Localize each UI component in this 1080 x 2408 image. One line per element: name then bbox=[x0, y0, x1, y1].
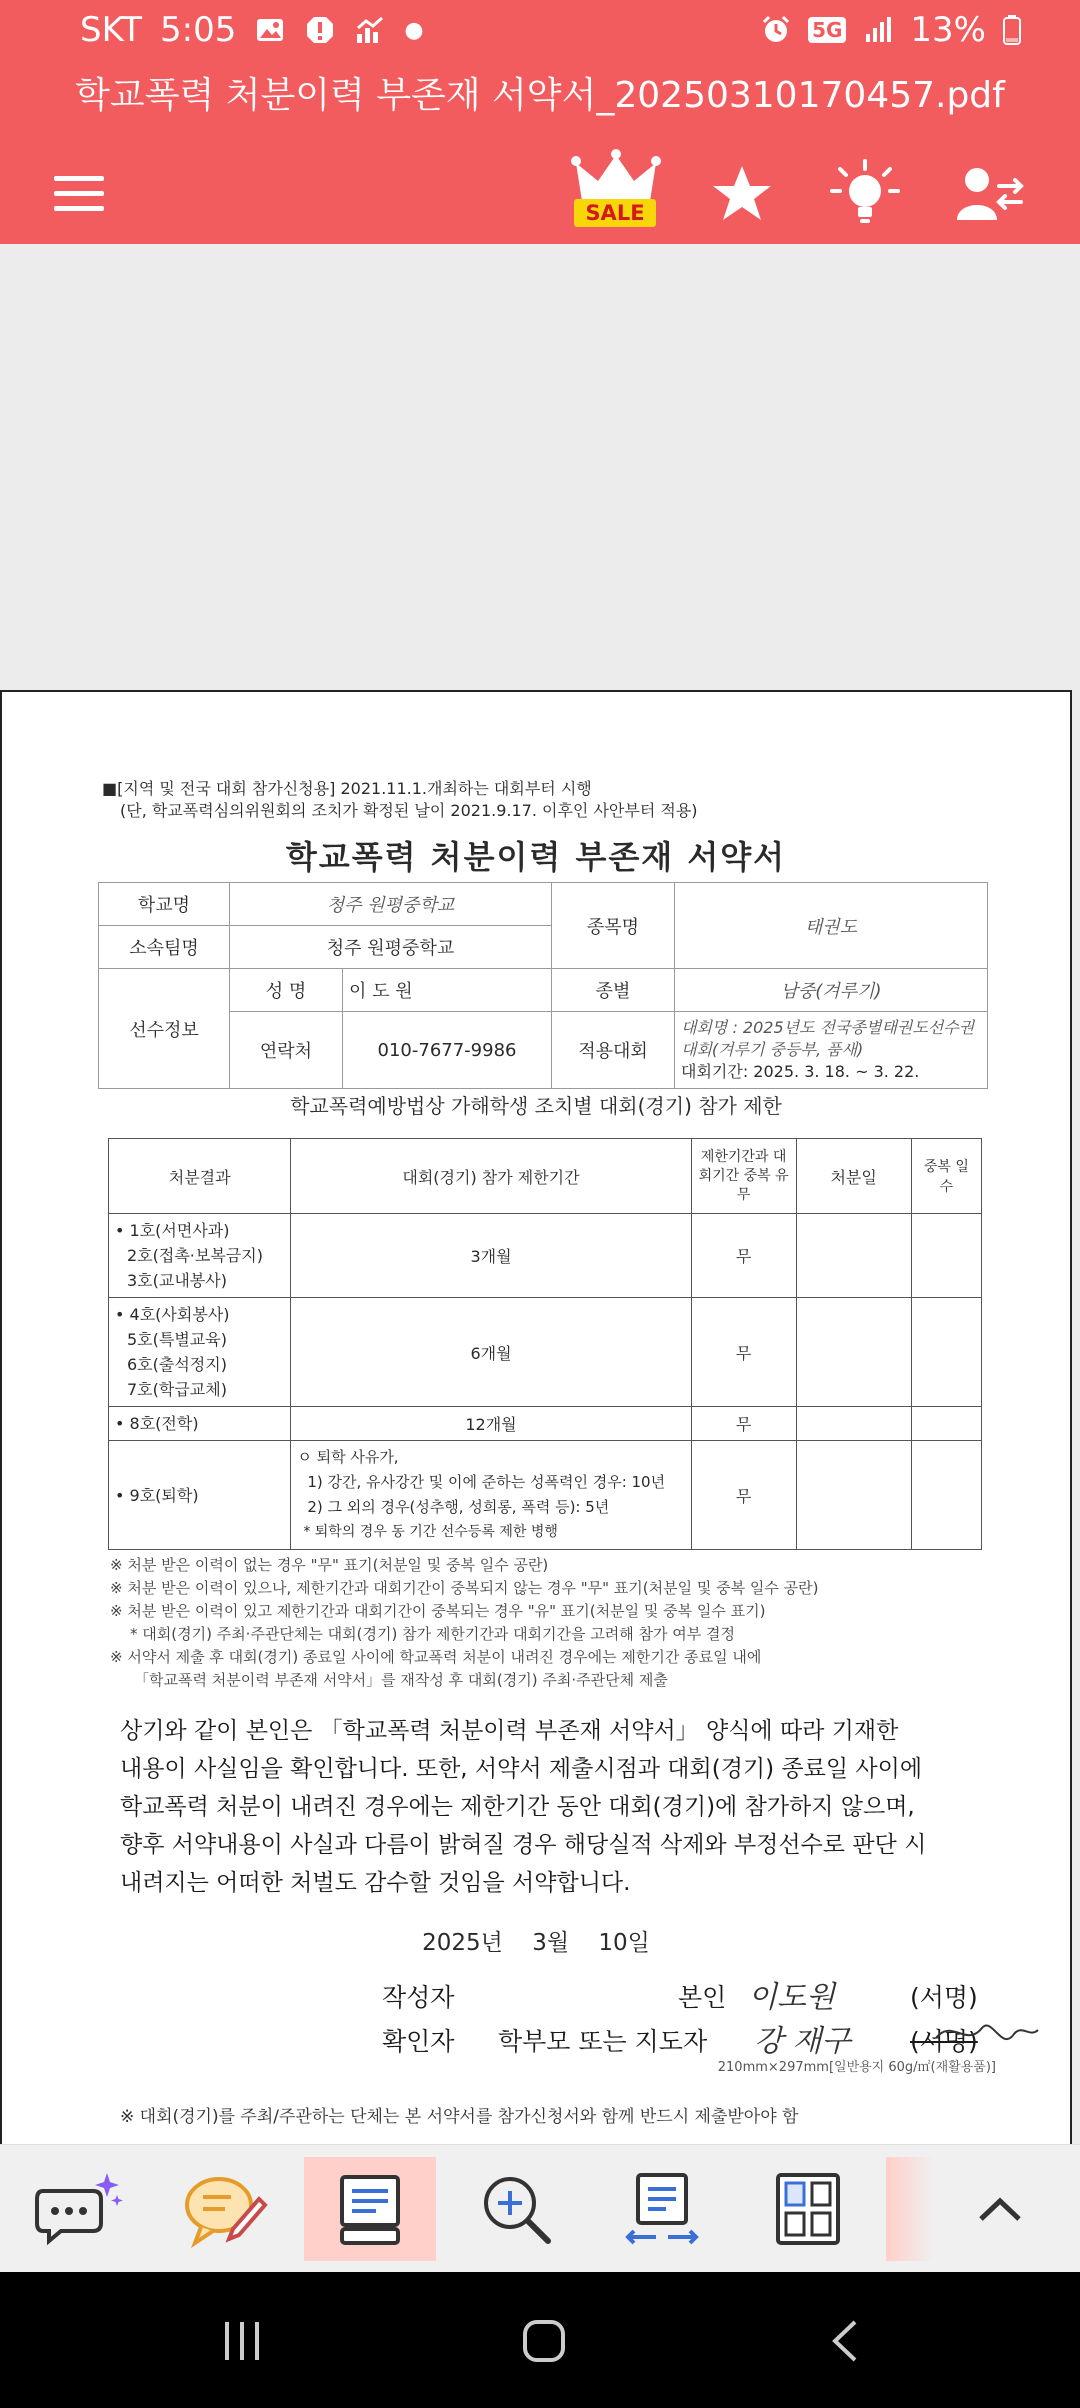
contact-value: 010-7677-9986 bbox=[343, 1012, 552, 1089]
col-result: 처분결과 bbox=[109, 1139, 291, 1214]
col-period: 대회(경기) 참가 제한기간 bbox=[291, 1139, 691, 1214]
page-swipe-icon bbox=[622, 2169, 702, 2249]
writer-role: 본인 bbox=[678, 1983, 727, 2012]
days-cell bbox=[911, 1441, 981, 1550]
contact-label: 연락처 bbox=[230, 1012, 343, 1089]
collapse-toolbar-button[interactable] bbox=[950, 2157, 1050, 2261]
notice-text: ■[지역 및 전국 대회 참가신청용] 2021.11.1.개최하는 대회부터 시행 (단, 학교폭력심의위원회의 조치가 확정된 날이 2021.9.17. 이후인 사안부터 적용) bbox=[102, 779, 698, 820]
confirmer-signature: 강 재구 bbox=[754, 2024, 851, 2059]
clock: 5:05 bbox=[160, 10, 237, 50]
division-value: 남중(겨루기) bbox=[675, 969, 988, 1012]
division-label: 종별 bbox=[552, 969, 675, 1012]
table-row bbox=[109, 1298, 982, 1407]
comment-pen-icon bbox=[181, 2169, 271, 2249]
notes: ※ 처분 받은 이력이 없는 경우 "무" 표기(처분일 및 중복 일수 공란) ※ 처분 받은 이력이 있으나, 제한기간과 대회기간이 중복되지 않는 경우 "무" 표기(처분일 및 중복 일수 공란) ※ 처분 받은 이력이 있고 제한기간과 대회기간이 중복되는 경우 "유" 표기(처분일 및 중복 일수 표기) * 대회(경기) 주최·주관단체는 대회(경기) 참가 제한기간과 대회기간을 고려해 참가 여부 결정 ※ 서약서 제출 후 대회(경기) 종료일 사이에 학교폭력 처분이 내려진 경우에는 제한기간 종료일 내에 「학교폭력 처분이력 부존재 서약서」를 재작성 후 대회(경기) 주최·주관단체 제출 bbox=[110, 1556, 819, 1689]
date-cell bbox=[796, 1407, 911, 1441]
battery-icon bbox=[1002, 14, 1034, 46]
tips-button[interactable] bbox=[820, 144, 910, 244]
period-cell: 3개월 bbox=[291, 1214, 691, 1298]
pdf-page[interactable] bbox=[0, 690, 1072, 2206]
carrier-label: SKT bbox=[80, 10, 143, 50]
back-icon bbox=[821, 2316, 871, 2366]
star-icon bbox=[710, 162, 774, 226]
writer-sign-tag: (서명) bbox=[910, 1983, 978, 2012]
document-heading: 학교폭력 처분이력 부존재 서약서 bbox=[285, 838, 787, 876]
pledge-text: 상기와 같이 본인은 「학교폭력 처분이력 부존재 서약서」 양식에 따라 기재한 내용이 사실임을 확인합니다. 또한, 서약서 제출시점과 대회(경기) 종료일 사이에 학교폭력 처분이 내려진 경우에는 제한기간 동안 대회(경기)에 참가하지 않으며, 향후 서약내용이 사실과 다름이 밝혀질 경우 해당실적 삭제와 부정선수로 판단 시 내려지는 어떠한 처벌도 감수할 것임을 서약합니다. bbox=[120, 1718, 927, 1896]
sale-badge: SALE bbox=[574, 199, 656, 227]
pdf-viewer[interactable] bbox=[0, 244, 1080, 2144]
col-overlap: 제한기간과 대회기간 중복 유무 bbox=[691, 1139, 796, 1214]
sign-date: 2025년 3월 10일 bbox=[422, 1930, 650, 1956]
period-cell: 6개월 bbox=[291, 1298, 691, 1407]
period-cell: ㅇ 퇴학 사유가, 1) 강간, 유사강간 및 이에 준하는 성폭력인 경우: 10년 2) 그 외의 경우(성추행, 성희롱, 폭력 등): 5년 * 퇴학의 경우 동 기간 선수등록 제한 병행 bbox=[291, 1441, 691, 1550]
home-button[interactable] bbox=[504, 2306, 584, 2376]
restriction-table bbox=[108, 1138, 982, 1550]
result-cell: • 9호(퇴학) bbox=[109, 1441, 291, 1550]
system-nav-bar bbox=[0, 2272, 1080, 2408]
overlap-cell: 무 bbox=[691, 1298, 796, 1407]
hamburger-icon bbox=[52, 170, 108, 218]
event-value: 태권도 bbox=[675, 883, 988, 969]
dot-icon: ● bbox=[404, 17, 424, 43]
confirmer-label: 확인자 bbox=[382, 2027, 455, 2056]
page-turn-button[interactable] bbox=[596, 2157, 728, 2261]
overlap-cell: 무 bbox=[691, 1407, 796, 1441]
bottom-toolbar bbox=[0, 2144, 1080, 2273]
date-cell bbox=[796, 1441, 911, 1550]
school-value: 청주 원평중학교 bbox=[230, 883, 552, 926]
zoom-in-icon bbox=[476, 2169, 556, 2249]
document-filename: 학교폭력 처분이력 부존재 서약서_20250310170457.pdf bbox=[75, 75, 1005, 116]
document-title-bar bbox=[0, 64, 1080, 144]
player-label: 선수정보 bbox=[99, 969, 230, 1089]
event-label: 종목명 bbox=[552, 883, 675, 969]
recents-icon bbox=[217, 2316, 267, 2366]
writer-label: 작성자 bbox=[382, 1983, 455, 2012]
alarm-icon bbox=[760, 14, 792, 46]
battery-percent: 13% bbox=[910, 10, 986, 50]
date-cell bbox=[796, 1214, 911, 1298]
name-label: 성 명 bbox=[230, 969, 343, 1012]
signature-scribble bbox=[932, 2008, 1042, 2058]
zoom-button[interactable] bbox=[450, 2157, 582, 2261]
restriction-heading: 학교폭력예방법상 가해학생 조치별 대회(경기) 참가 제한 bbox=[290, 1094, 782, 1118]
period-cell: 12개월 bbox=[291, 1407, 691, 1441]
home-icon bbox=[519, 2316, 569, 2366]
paper-spec: 210mm×297mm[일반용지 60g/㎡(재활용품)] bbox=[717, 2060, 996, 2075]
favorite-button[interactable] bbox=[700, 144, 784, 244]
ai-chat-icon bbox=[35, 2169, 125, 2249]
table-row bbox=[109, 1407, 982, 1441]
gallery-icon bbox=[254, 14, 286, 46]
competition-label: 적용대회 bbox=[552, 1012, 675, 1089]
stats-icon bbox=[354, 14, 386, 46]
back-button[interactable] bbox=[806, 2306, 886, 2376]
user-switch-icon bbox=[955, 162, 1025, 226]
chevron-up-icon bbox=[975, 2189, 1025, 2229]
footnote: ※ 대회(경기)를 주최/주관하는 단체는 본 서약서를 참가신청서와 함께 반드시 제출받아야 함 bbox=[120, 2107, 799, 2127]
competition-info: 대회명 : 2025년도 전국종별태권도선수권대회(겨루기 중등부, 품새) 대회기간: 2025. 3. 18. ~ 3. 22. bbox=[675, 1012, 988, 1089]
sale-button[interactable] bbox=[570, 144, 662, 244]
writer-signature: 이도원 bbox=[748, 1980, 835, 2015]
status-bar bbox=[0, 0, 1080, 64]
alert-icon bbox=[304, 14, 336, 46]
overlap-cell: 무 bbox=[691, 1214, 796, 1298]
top-toolbar bbox=[0, 144, 1080, 244]
team-label: 소속팀명 bbox=[99, 926, 230, 969]
ai-chat-button[interactable] bbox=[14, 2157, 146, 2261]
annotate-button[interactable] bbox=[160, 2157, 292, 2261]
info-table bbox=[98, 882, 988, 1089]
days-cell bbox=[911, 1298, 981, 1407]
signal-icon bbox=[862, 14, 894, 46]
reading-mode-button[interactable] bbox=[304, 2157, 436, 2261]
table-row bbox=[109, 1441, 982, 1550]
more-tools-button[interactable] bbox=[886, 2157, 934, 2261]
result-cell: • 8호(전학) bbox=[109, 1407, 291, 1441]
days-cell bbox=[911, 1407, 981, 1441]
confirmer-sign-tag: (서명) bbox=[910, 2027, 978, 2056]
lightbulb-icon bbox=[828, 157, 902, 231]
date-cell bbox=[796, 1298, 911, 1407]
team-value: 청주 원평중학교 bbox=[230, 926, 552, 969]
account-switch-button[interactable] bbox=[945, 144, 1035, 244]
text-document-icon bbox=[330, 2169, 410, 2249]
result-cell: • 1호(서면사과) 2호(접촉·보복금지) 3호(교내봉사) bbox=[109, 1214, 291, 1298]
table-row bbox=[109, 1214, 982, 1298]
days-cell bbox=[911, 1214, 981, 1298]
school-label: 학교명 bbox=[99, 883, 230, 926]
grid-view-icon bbox=[768, 2169, 848, 2249]
name-value: 이 도 원 bbox=[343, 969, 552, 1012]
confirmer-role: 학부모 또는 지도자 bbox=[498, 2027, 708, 2056]
menu-button[interactable] bbox=[40, 144, 120, 244]
thumbnail-button[interactable] bbox=[742, 2157, 874, 2261]
overlap-cell: 무 bbox=[691, 1441, 796, 1550]
result-cell: • 4호(사회봉사) 5호(특별교육) 6호(출석정지) 7호(학급교체) bbox=[109, 1298, 291, 1407]
col-date: 처분일 bbox=[796, 1139, 911, 1214]
recents-button[interactable] bbox=[202, 2306, 282, 2376]
col-days: 중복 일수 bbox=[911, 1139, 981, 1214]
network-badge: 5G bbox=[808, 17, 846, 43]
